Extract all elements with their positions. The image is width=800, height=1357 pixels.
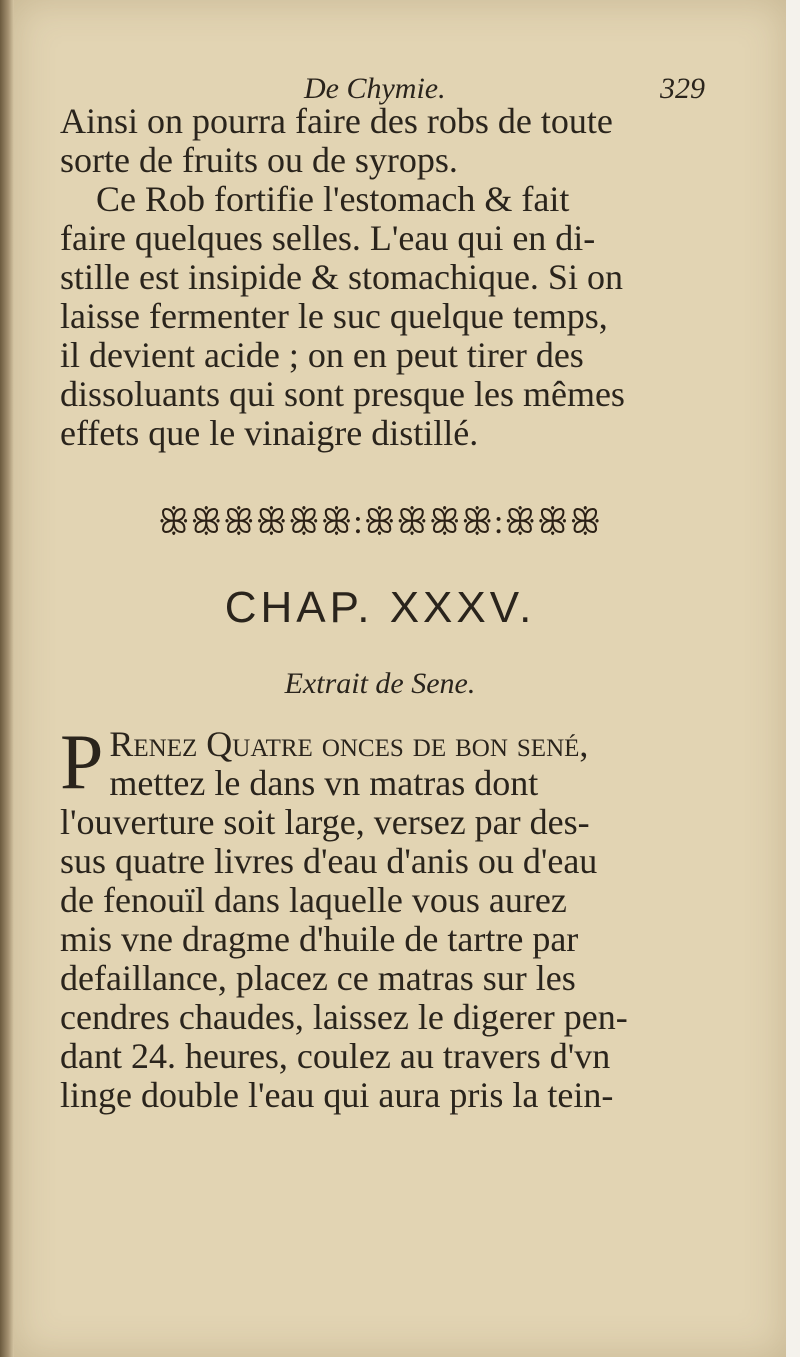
text-line: sorte de fruits ou de syrops. [60, 140, 458, 180]
text-line: dant 24. heures, coulez au travers d'vn [60, 1036, 611, 1076]
chapter-subtitle: Extrait de Sene. [284, 667, 476, 700]
page-number: 329 [660, 72, 705, 105]
page-text [60, 60, 705, 1115]
text-line: Ainsi on pourra faire des robs de toute [60, 101, 613, 141]
text-line: defaillance, placez ce matras sur les [60, 958, 576, 998]
text-line: mis vne dragme d'huile de tartre par [60, 919, 579, 959]
text-line: Ce Rob fortifie l'estomach & fait [96, 179, 570, 219]
paragraph-sene [60, 718, 700, 1115]
text-line: il devient acide ; on en peut tirer des [60, 335, 584, 375]
text-line: cendres chaudes, laissez le digerer pen- [60, 997, 628, 1037]
text-line: linge double l'eau qui aura pris la tein- [60, 1075, 614, 1115]
text-line: de fenouïl dans laquelle vous aurez [60, 880, 567, 920]
chapter-title: CHAP. XXXV. [224, 583, 536, 632]
paragraph-rob [60, 102, 700, 453]
text-line: dissoluants qui sont presque les mêmes [60, 374, 625, 414]
page-header [60, 60, 705, 105]
book-spine [0, 0, 14, 1357]
text-line: effets que le vinaigre distillé. [60, 413, 479, 453]
ornament-band: ꕥꕥꕥꕥꕥꕥ:ꕥꕥꕥꕥ:ꕥꕥꕥ [157, 504, 603, 541]
running-head: De Chymie. [304, 72, 446, 105]
text-line: laisse fermenter le suc quelque temps, [60, 296, 608, 336]
book-page [14, 0, 786, 1357]
text-line: mettez le dans vn matras dont [109, 763, 539, 803]
text-line: Renez Quatre onces de bon sené, [109, 724, 589, 764]
text-line: l'ouverture soit large, versez par des- [60, 802, 590, 842]
text-line: stille est insipide & stomachique. Si on [60, 257, 623, 297]
text-line: faire quelques selles. L'eau qui en di- [60, 218, 596, 258]
text-line: sus quatre livres d'eau d'anis ou d'eau [60, 841, 598, 881]
drop-cap: P [60, 718, 104, 805]
